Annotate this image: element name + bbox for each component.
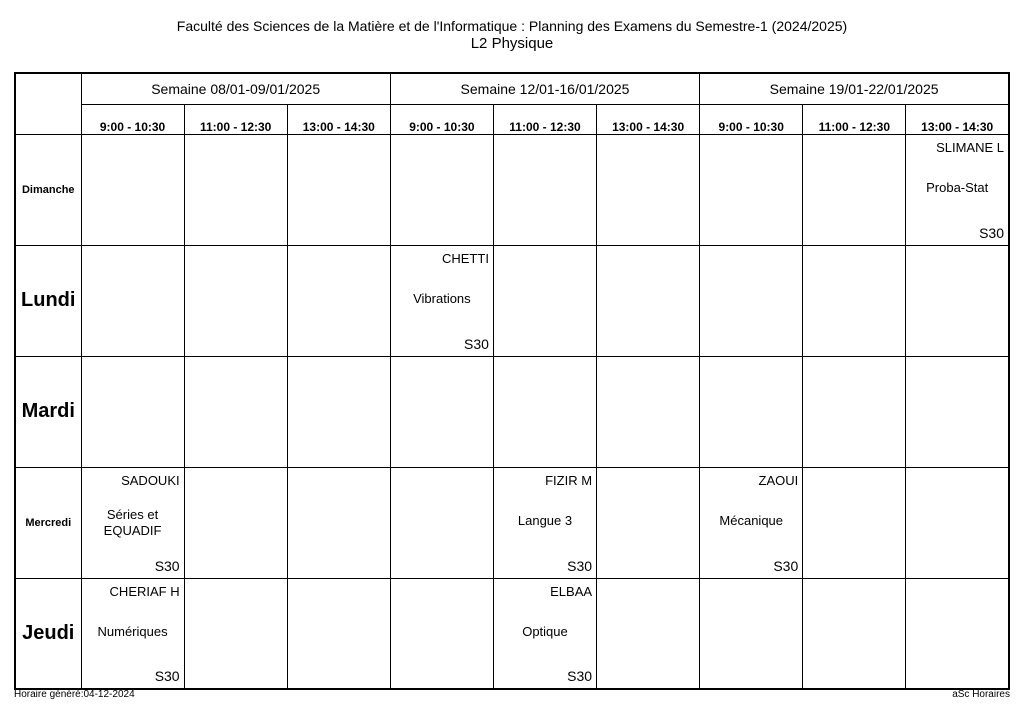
exam-cell — [81, 467, 184, 578]
empty-slot — [906, 356, 1009, 467]
empty-slot — [493, 134, 596, 245]
exam-subject: Langue 3 — [517, 512, 573, 528]
empty-slot — [390, 356, 493, 467]
exam-cell — [493, 467, 596, 578]
exam-room: S30 — [773, 557, 799, 574]
empty-slot — [287, 467, 390, 578]
exam-professor: CHETTI — [441, 250, 489, 266]
empty-slot — [906, 467, 1009, 578]
empty-slot — [597, 356, 700, 467]
exam-cell — [493, 578, 596, 689]
exam-subject: Vibrations — [413, 290, 471, 306]
empty-slot — [803, 578, 906, 689]
week-header-3: Semaine 19/01-22/01/2025 — [700, 73, 1009, 104]
exam-subject: Numériques — [97, 623, 168, 639]
exam-room: S30 — [567, 557, 593, 574]
corner-cell — [15, 73, 81, 134]
empty-slot — [390, 134, 493, 245]
day-label: Jeudi — [15, 578, 81, 689]
week-header-2: Semaine 12/01-16/01/2025 — [390, 73, 699, 104]
empty-slot — [597, 578, 700, 689]
day-label: Dimanche — [15, 134, 81, 245]
generated-date: Horaire généré:04-12-2024 — [14, 689, 135, 700]
empty-slot — [803, 356, 906, 467]
exam-room: S30 — [567, 668, 593, 684]
empty-slot — [906, 245, 1009, 356]
time-header: 9:00 - 10:30 — [390, 104, 493, 134]
software-credit: aSc Horaires — [952, 689, 1010, 700]
empty-slot — [390, 578, 493, 689]
day-row-mardi — [15, 356, 1009, 467]
exam-professor: SADOUKI — [121, 472, 180, 488]
day-row-dimanche — [15, 134, 1009, 245]
day-row-mercredi — [15, 467, 1009, 578]
exam-room: S30 — [464, 335, 489, 352]
exam-professor: CHERIAF H — [109, 583, 180, 599]
empty-slot — [390, 467, 493, 578]
empty-slot — [184, 245, 287, 356]
time-header: 11:00 - 12:30 — [184, 104, 287, 134]
empty-slot — [287, 134, 390, 245]
empty-slot — [81, 134, 184, 245]
exam-schedule-table — [14, 72, 1010, 690]
exam-cell — [81, 578, 184, 689]
empty-slot — [287, 245, 390, 356]
time-header: 13:00 - 14:30 — [597, 104, 700, 134]
day-row-jeudi — [15, 578, 1009, 689]
empty-slot — [906, 578, 1009, 689]
empty-slot — [803, 134, 906, 245]
day-label: Mardi — [15, 356, 81, 467]
empty-slot — [700, 245, 803, 356]
empty-slot — [184, 356, 287, 467]
empty-slot — [700, 356, 803, 467]
time-header: 13:00 - 14:30 — [287, 104, 390, 134]
empty-slot — [597, 467, 700, 578]
empty-slot — [184, 578, 287, 689]
page-subtitle: L2 Physique — [470, 35, 554, 52]
exam-professor: ZAOUI — [758, 472, 799, 488]
exam-professor: FIZIR M — [545, 472, 593, 488]
empty-slot — [597, 245, 700, 356]
day-label: Lundi — [15, 245, 81, 356]
exam-cell — [390, 245, 493, 356]
exam-room: S30 — [979, 224, 1004, 241]
empty-slot — [81, 356, 184, 467]
day-row-lundi — [15, 245, 1009, 356]
exam-professor: ELBAA — [550, 583, 593, 599]
exam-room: S30 — [154, 668, 180, 684]
empty-slot — [493, 245, 596, 356]
empty-slot — [287, 356, 390, 467]
empty-slot — [81, 245, 184, 356]
exam-subject: Mécanique — [719, 512, 784, 528]
exam-subject: Séries et EQUADIF — [103, 506, 162, 538]
exam-cell — [700, 467, 803, 578]
exam-subject: Optique — [522, 623, 568, 639]
empty-slot — [493, 356, 596, 467]
time-header: 9:00 - 10:30 — [700, 104, 803, 134]
time-header: 11:00 - 12:30 — [803, 104, 906, 134]
empty-slot — [287, 578, 390, 689]
time-header: 13:00 - 14:30 — [906, 104, 1009, 134]
empty-slot — [803, 467, 906, 578]
page-title: Faculté des Sciences de la Matière et de l'Informatique : Planning des Examens du Semestre-1 (2024/2025) — [176, 18, 848, 34]
time-header: 11:00 - 12:30 — [493, 104, 596, 134]
day-label: Mercredi — [15, 467, 81, 578]
empty-slot — [184, 134, 287, 245]
exam-subject: Proba-Stat — [926, 179, 989, 195]
exam-cell — [906, 134, 1009, 245]
empty-slot — [700, 134, 803, 245]
exam-professor: SLIMANE L — [936, 139, 1004, 155]
week-header-1: Semaine 08/01-09/01/2025 — [81, 73, 390, 104]
empty-slot — [597, 134, 700, 245]
time-header: 9:00 - 10:30 — [81, 104, 184, 134]
empty-slot — [700, 578, 803, 689]
empty-slot — [803, 245, 906, 356]
exam-room: S30 — [154, 557, 180, 574]
empty-slot — [184, 467, 287, 578]
